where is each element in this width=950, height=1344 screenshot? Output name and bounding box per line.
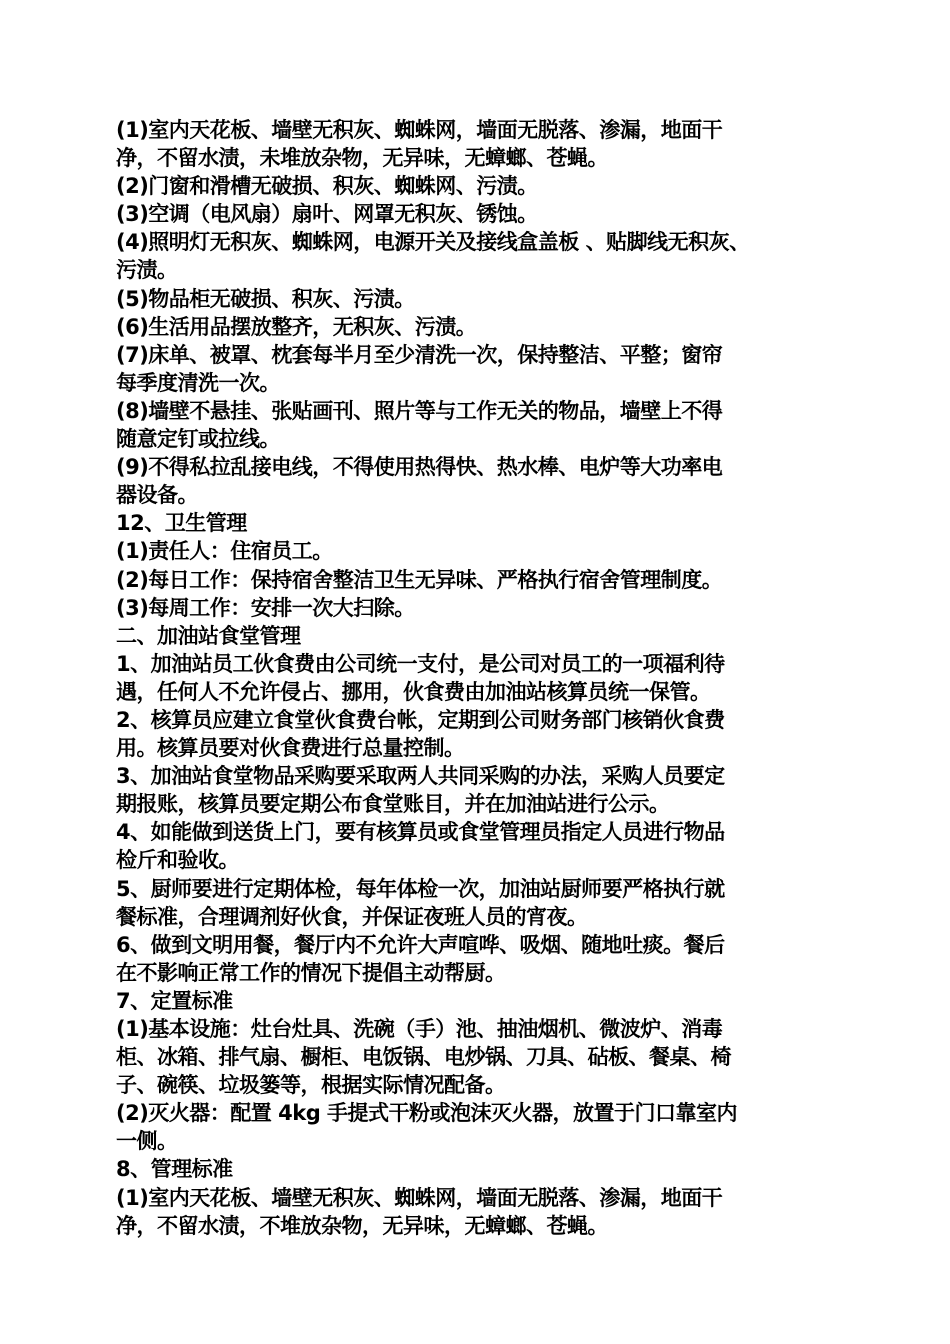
text-line: 3、加油站食堂物品采购要采取两人共同采购的办法，采购人员要定 bbox=[116, 764, 725, 789]
text-line: 期报账，核算员要定期公布食堂账目，并在加油站进行公示。 bbox=[116, 792, 670, 817]
text-line: 净，不留水渍，不堆放杂物，无异味，无蟑螂、苍蝇。 bbox=[116, 1213, 608, 1238]
text-line: 2、核算员应建立食堂伙食费台帐，定期到公司财务部门核销伙食费 bbox=[116, 707, 725, 732]
text-line: 6、做到文明用餐，餐厅内不允许大声喧哗、吸烟、随地吐痰。餐后 bbox=[116, 932, 725, 957]
text-line: (5)物品柜无破损、积灰、污渍。 bbox=[116, 286, 415, 311]
text-line: (2)灭火器：配置 4kg 手提式干粉或泡沫灭火器，放置于门口靠室内 bbox=[116, 1101, 738, 1126]
text-line: (1)基本设施：灶台灶具、洗碗（手）池、抽油烟机、微波炉、消毒 bbox=[116, 1017, 723, 1041]
text-line: 随意定钉或拉线。 bbox=[116, 427, 280, 452]
text-line: (9)不得私拉乱接电线，不得使用热得快、热水棒、电炉等大功率电 bbox=[116, 455, 723, 480]
text-line: 污渍。 bbox=[116, 258, 178, 283]
text-line: (1)室内天花板、墙壁无积灰、蜘蛛网，墙面无脱落、渗漏，地面干 bbox=[116, 1185, 723, 1210]
text-line: (2)门窗和滑槽无破损、积灰、蜘蛛网、污渍。 bbox=[116, 174, 538, 199]
text-line: (6)生活用品摆放整齐，无积灰、污渍。 bbox=[116, 314, 477, 339]
text-line: (1)责任人：住宿员工。 bbox=[116, 539, 333, 564]
text-line: 遇，任何人不允许侵占、挪用，伙食费由加油站核算员统一保管。 bbox=[116, 679, 711, 704]
text-line: 在不影响正常工作的情况下提倡主动帮厨。 bbox=[116, 960, 506, 985]
text-line: 8、管理标准 bbox=[116, 1157, 233, 1182]
text-line: 每季度清洗一次。 bbox=[116, 370, 280, 395]
text-line: 4、如能做到送货上门，要有核算员或食堂管理员指定人员进行物品 bbox=[116, 820, 725, 845]
text-line: 一侧。 bbox=[116, 1129, 178, 1154]
text-line: (3)每周工作：安排一次大扫除。 bbox=[116, 595, 415, 620]
text-line: (2)每日工作：保持宿舍整洁卫生无异味、严格执行宿舍管理制度。 bbox=[116, 567, 723, 592]
text-line: 7、定置标准 bbox=[116, 988, 233, 1013]
text-line: (1)室内天花板、墙壁无积灰、蜘蛛网，墙面无脱落、渗漏，地面干 bbox=[116, 118, 723, 142]
text-line: 子、碗筷、垃圾篓等，根据实际情况配备。 bbox=[116, 1073, 506, 1098]
text-line: 用。核算员要对伙食费进行总量控制。 bbox=[116, 736, 465, 761]
document-body bbox=[116, 116, 840, 1240]
text-line: 5、厨师要进行定期体检，每年体检一次，加油站厨师要严格执行就 bbox=[116, 876, 725, 901]
text-line: (4)照明灯无积灰、蜘蛛网，电源开关及接线盒盖板 、贴脚线无积灰、 bbox=[116, 230, 750, 255]
text-line: 柜、冰箱、排气扇、橱柜、电饭锅、电炒锅、刀具、砧板、餐桌、椅 bbox=[116, 1045, 731, 1070]
text-line: (8)墙壁不悬挂、张贴画刊、照片等与工作无关的物品，墙壁上不得 bbox=[116, 398, 723, 423]
text-line: 器设备。 bbox=[116, 483, 198, 508]
text-line: (7)床单、被罩、枕套每半月至少清洗一次，保持整洁、平整；窗帘 bbox=[116, 342, 723, 367]
text-line: 1、加油站员工伙食费由公司统一支付，是公司对员工的一项福利待 bbox=[116, 651, 725, 676]
text-line: 二、加油站食堂管理 bbox=[116, 623, 301, 648]
text-line: 检斤和验收。 bbox=[116, 848, 239, 873]
text-line: (3)空调（电风扇）扇叶、网罩无积灰、锈蚀。 bbox=[116, 202, 538, 227]
text-line: 餐标准，合理调剂好伙食，并保证夜班人员的宵夜。 bbox=[116, 904, 588, 929]
text-line: 12、卫生管理 bbox=[116, 511, 247, 536]
text-line: 净，不留水渍，未堆放杂物，无异味，无蟑螂、苍蝇。 bbox=[116, 146, 608, 171]
